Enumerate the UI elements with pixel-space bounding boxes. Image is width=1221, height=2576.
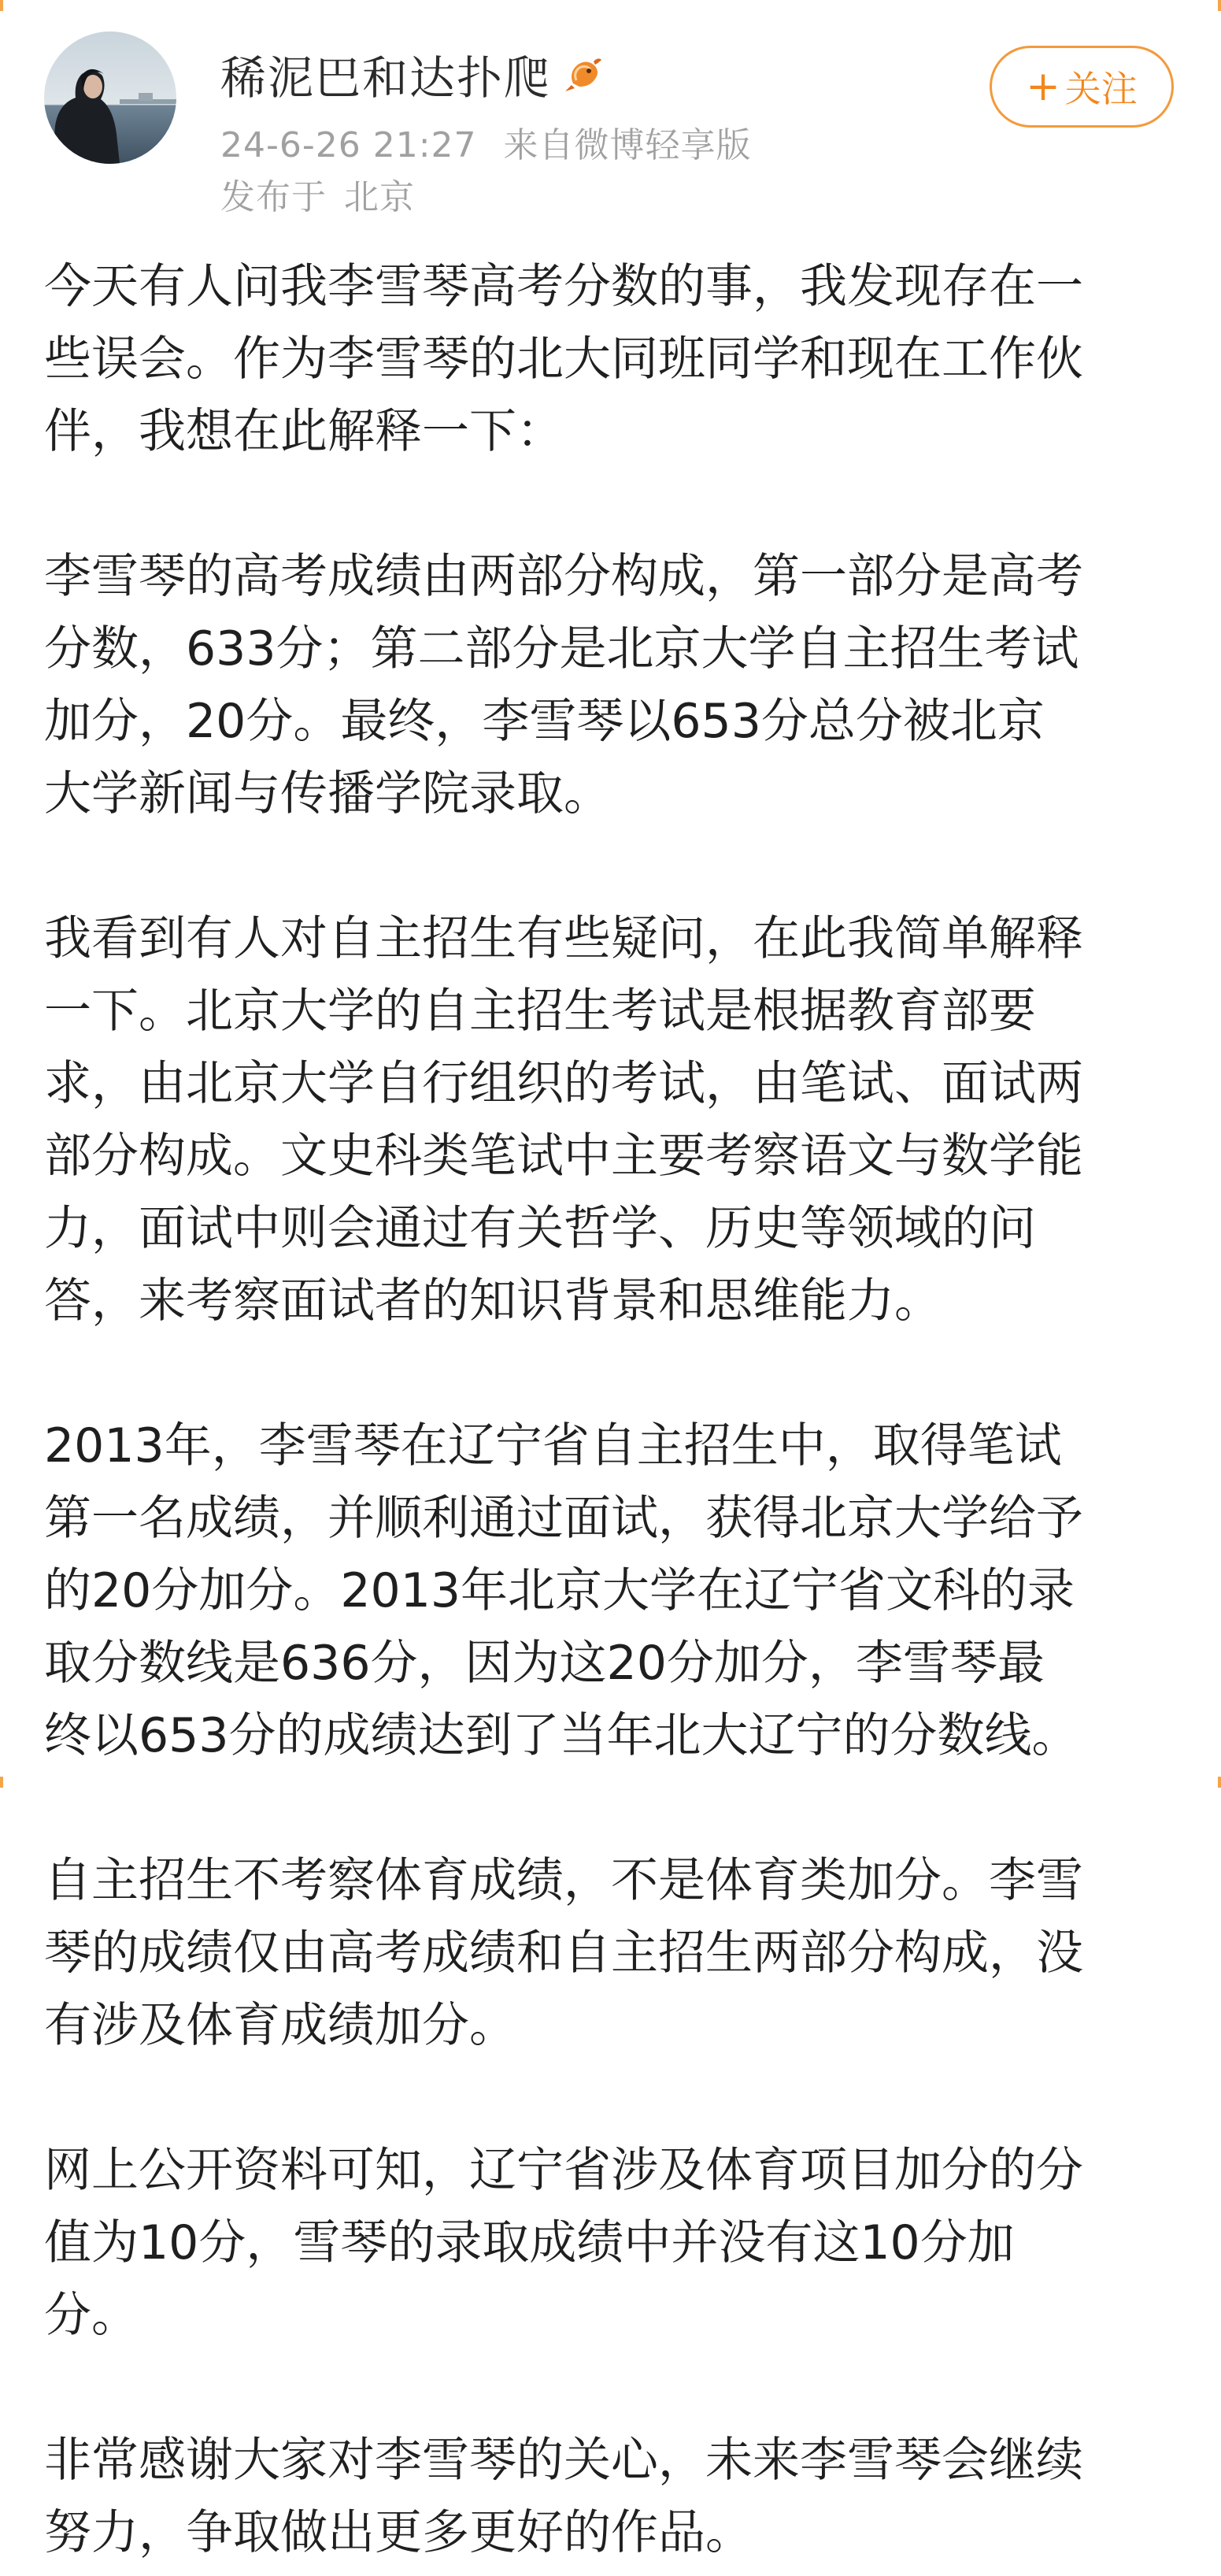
right-edge-mark	[1218, 0, 1221, 11]
paragraph-thanks	[44, 2424, 1178, 2569]
text-line: 加分，20分。最终，李雪琴以653分总分被北京	[44, 694, 1045, 749]
post-body	[44, 250, 1178, 2569]
text-line: 我看到有人对自主招生有些疑问，在此我简单解释	[44, 911, 1083, 966]
text-line: 有涉及体育成绩加分。	[44, 1998, 516, 2053]
location-label: 发布于	[220, 177, 327, 217]
text-line: 一下。北京大学的自主招生考试是根据教育部要	[44, 984, 1036, 1039]
post-timestamp: 24-6-26 21:27	[220, 125, 477, 165]
follow-label: 关注	[1064, 68, 1138, 110]
text-line: 终以653分的成绩达到了当年北大辽宁的分数线。	[44, 1708, 1079, 1763]
paragraph-intro	[44, 250, 1178, 468]
paragraph-2013	[44, 1410, 1178, 1772]
avatar-photo	[44, 32, 176, 164]
text-line: 伴，我想在此解释一下：	[44, 404, 564, 459]
text-line: 非常感谢大家对李雪琴的关心，未来李雪琴会继续	[44, 2433, 1083, 2488]
text-line: 答，来考察面试者的知识背景和思维能力。	[44, 1273, 942, 1329]
text-line: 努力，争取做出更多更好的作品。	[44, 2505, 753, 2560]
text-line: 分。	[44, 2288, 139, 2343]
follow-button[interactable]	[990, 46, 1174, 128]
text-line: 琴的成绩仅由高考成绩和自主招生两部分构成，没	[44, 1926, 1083, 1981]
text-line: 2013年，李雪琴在辽宁省自主招生中，取得笔试	[44, 1418, 1062, 1473]
username-row	[220, 41, 606, 107]
text-line: 网上公开资料可知，辽宁省涉及体育项目加分的分	[44, 2143, 1083, 2198]
text-line: 求，由北京大学自行组织的考试，由笔试、面试两	[44, 1056, 1083, 1111]
paragraph-admission-exam	[44, 903, 1178, 1337]
text-line: 值为10分，雪琴的录取成绩中并没有这10分加	[44, 2215, 1015, 2270]
username[interactable]: 稀泥巴和达扑爬	[220, 51, 552, 105]
text-line: 的20分加分。2013年北京大学在辽宁省文科的录	[44, 1563, 1075, 1618]
avatar[interactable]	[44, 32, 176, 164]
text-line: 部分构成。文史科类笔试中主要考察语文与数学能	[44, 1129, 1083, 1184]
text-line: 力，面试中则会通过有关哲学、历史等领域的问	[44, 1201, 1036, 1256]
text-line: 第一名成绩，并顺利通过面试，获得北京大学给予	[44, 1491, 1083, 1546]
post-meta	[220, 117, 752, 167]
right-edge-mark	[1218, 1777, 1221, 1788]
paragraph-sports	[44, 1844, 1178, 2062]
text-line: 些误会。作为李雪琴的北大同班同学和现在工作伙	[44, 332, 1083, 387]
location-value: 北京	[344, 177, 415, 217]
text-line: 取分数线是636分，因为这20分加分，李雪琴最	[44, 1636, 1045, 1691]
post-header	[0, 0, 1221, 228]
paragraph-public-info	[44, 2134, 1178, 2352]
plus-icon: +	[1026, 63, 1060, 110]
post-source[interactable]: 来自微博轻享版	[503, 125, 752, 165]
paragraph-scores	[44, 540, 1178, 830]
left-edge-mark	[0, 0, 3, 11]
text-line: 今天有人问我李雪琴高考分数的事，我发现存在一	[44, 259, 1083, 314]
text-line: 自主招生不考察体育成绩，不是体育类加分。李雪	[44, 1853, 1083, 1908]
post-location	[220, 169, 415, 219]
weibo-fish-badge-icon	[562, 52, 606, 96]
left-edge-mark	[0, 1777, 3, 1788]
text-line: 分数，633分；第二部分是北京大学自主招生考试	[44, 621, 1079, 676]
text-line: 大学新闻与传播学院录取。	[44, 766, 611, 821]
text-line: 李雪琴的高考成绩由两部分构成，第一部分是高考	[44, 549, 1083, 604]
